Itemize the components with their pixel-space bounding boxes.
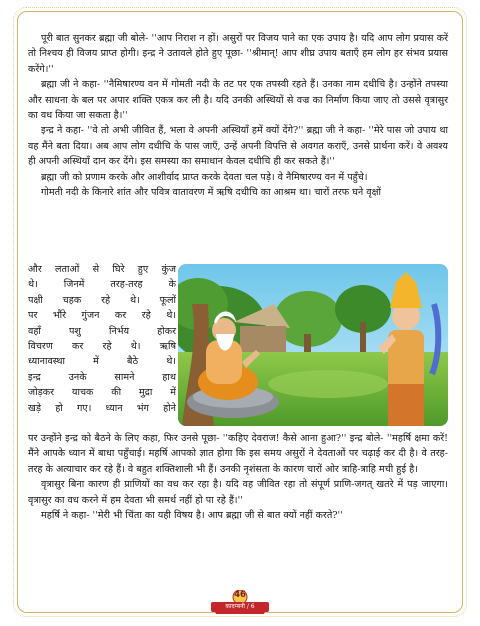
text-line: ध्यानावस्था में बैठे थे।: [28, 356, 176, 368]
story-illustration: [178, 264, 448, 426]
story-text-bottom: [28, 431, 448, 523]
text-line: इन्द्र उनके सामने हाथ: [28, 371, 176, 383]
sage-and-indra-illustration: [178, 264, 448, 426]
paragraph: ब्रह्मा जी को प्रणाम करके और आशीर्वाद प्राप्त करके देवता चल पड़े। वे नैमिषारण्य वन में पहुँचे।: [41, 171, 368, 183]
story-text-wrapped: [28, 262, 176, 416]
paragraph: ब्रह्मा जी ने कहा- ''नैमिषारण्य वन में गोमती नदी के तट पर एक तपस्वी रहते हैं। उनका नाम दधीचि है। उन्होंने तपस्या और साधना के बल पर अपार शक्ति एकत्र कर ली है। यदि उनकी अस्थियों से वज्र का निर्माण किया जाए तो उससे वृत्रासुर का वध किया जा सकता है।'': [28, 79, 448, 122]
paragraph: वृत्रासुर बिना कारण ही प्राणियों का वध कर रहा है। यदि वह जीवित रहा तो संपूर्ण प्राणि-जगत् खतरे में पड़ जाएगा। वृत्रासुर का वध करने में हम देवता भी समर्थ नहीं हो पा रहे हैं।'': [28, 479, 448, 506]
paragraph: पूरी बात सुनकर ब्रह्मा जी बोले- ''आप निराश न हों। असुरों पर विजय पाने का एक उपाय है। यदि आप लोग प्रयास करें तो निश्चय ही विजय प्राप्त होगी। इन्द्र ने उतावले होते हुए पूछा- ''श्रीमान्! आप शीघ्र उपाय बताएँ हम लोग हर संभव प्रयास करेंगे।'': [28, 33, 448, 75]
paragraph: पर उन्होंने इन्द्र को बैठने के लिए कहा, फिर उनसे पूछा- ''कहिए देवराज! कैसे आना हुआ?'' इन्द्र बोले- ''महर्षि क्षमा करें! मैंने आपके ध्यान में बाधा पहुँचाई। महर्षि आपको ज्ञात होगा कि इस समय असुरों ने देवताओं पर चढ़ाई कर दी है। वे तरह-तरह के अत्याचार कर रहे हैं। वे बहुत शक्तिशाली भी हैं। उनकी नृशंसता के कारण चारों ओर त्राहि-त्राहि मची हुई है।: [28, 433, 448, 475]
page-number: 46: [234, 590, 246, 600]
book-title: कादम्बनी / 6: [211, 602, 269, 612]
text-line: खड़े हो गए। ध्यान भंग होने: [28, 402, 176, 414]
paragraph: महर्षि ने कहा- ''मेरी भी चिंता का यही विषय है। आप ब्रह्मा जी से बात क्यों नहीं करते?'': [41, 510, 343, 522]
text-line: जोड़कर याचक की मुद्रा में: [28, 387, 176, 399]
text-line: और लताओं से घिरे हुए कुंज: [28, 264, 176, 275]
text-line: पर भौंरे गुंजन कर रहे थे।: [28, 310, 176, 322]
story-text-top: [28, 31, 448, 200]
text-line: थे। जिनमें तरह-तरह के: [28, 279, 176, 291]
paragraph: गोमती नदी के किनारे शांत और पवित्र वातावरण में ऋषि दधीचि का आश्रम था। चारों तरफ घने वृक्षों: [41, 187, 381, 199]
text-line: पक्षी चहक रहे थे। फूलों: [28, 294, 176, 306]
text-line: वहाँ पशु निर्भय होकर: [28, 325, 176, 337]
paragraph: इन्द्र ने कहा- ''वे तो अभी जीवित हैं, भला वे अपनी अस्थियाँ हमें क्यों देंगे?'' ब्रह्मा जी ने कहा- ''मेरे पास जो उपाय था वह मैंने बता दिया। अब आप लोग दधीचि के पास जाएँ, उन्हें अपनी विपत्ति से अवगत कराएँ, उनसे प्रार्थना करें। वे अवश्य ही अपनी अस्थियाँ दान कर देंगे। इस समस्या का समाधान केवल दधीचि ही कर सकते हैं।'': [28, 125, 448, 168]
text-line: विचरण कर रहे थे। ऋषि: [28, 340, 176, 352]
